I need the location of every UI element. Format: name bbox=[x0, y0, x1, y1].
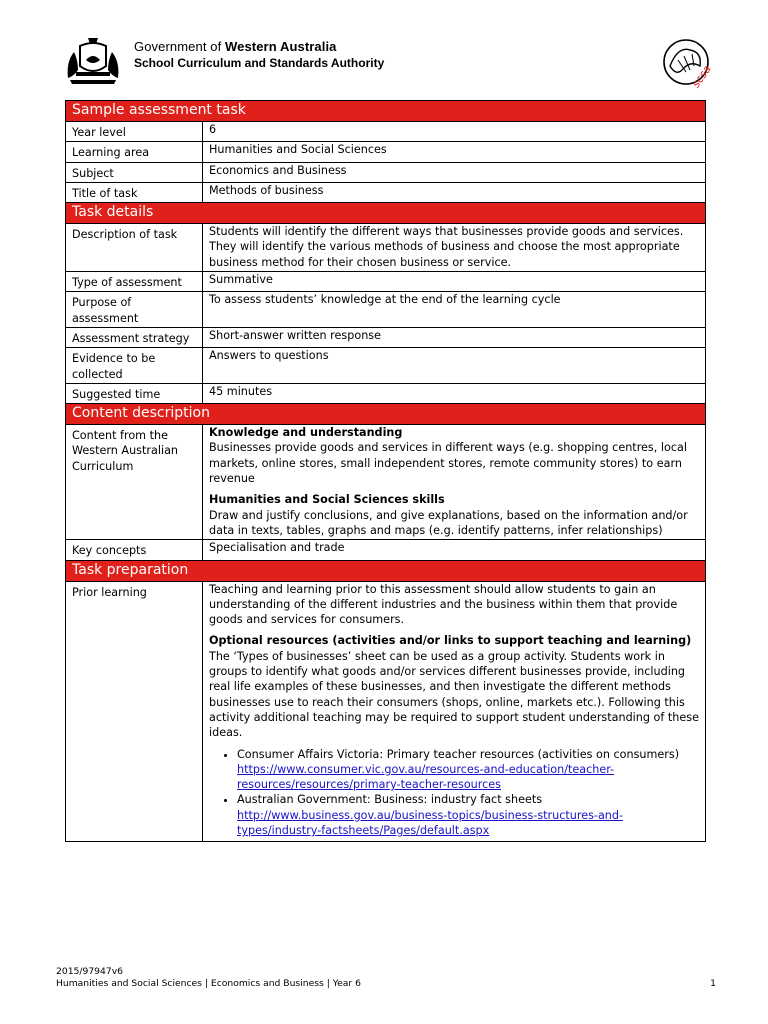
authority-name: School Curriculum and Standards Authority bbox=[134, 56, 385, 70]
row-value: Specialisation and trade bbox=[203, 540, 706, 560]
row-label: Content from the Western Australian Curriculum bbox=[66, 425, 203, 540]
resource-link[interactable]: https://www.consumer.vic.gov.au/resources-and-education/teacher-resources/resources/primary-teacher-resources bbox=[237, 762, 615, 792]
section-sample-assessment: Sample assessment task bbox=[66, 101, 706, 122]
table-row bbox=[66, 162, 706, 182]
page-number: 1 bbox=[710, 978, 716, 989]
row-label: Assessment strategy bbox=[66, 327, 203, 347]
ku-heading: Knowledge and understanding bbox=[209, 426, 403, 440]
skills-text: Draw and justify conclusions, and give explanations, based on the information and/or data in texts, tables, graphs and maps (e.g. identify patterns, infer relationships) bbox=[209, 508, 688, 537]
course-line: Humanities and Social Sciences | Economics and Business | Year 6 bbox=[56, 978, 361, 989]
row-label: Purpose of assessment bbox=[66, 292, 203, 328]
prior-intro: Teaching and learning prior to this assessment should allow students to gain an understanding of the different industries and the business within them that provide goods and services for consumers. bbox=[209, 582, 678, 627]
row-label: Prior learning bbox=[66, 581, 203, 842]
table-row bbox=[66, 122, 706, 142]
row-value: Methods of business bbox=[203, 182, 706, 202]
table-row bbox=[66, 348, 706, 384]
table-row bbox=[66, 292, 706, 328]
resource-link[interactable]: http://www.business.gov.au/business-topics/business-structures-and-types/industry-factsheets/Pages/default.aspx bbox=[237, 808, 624, 837]
table-row bbox=[66, 581, 706, 842]
row-label: Evidence to be collected bbox=[66, 348, 203, 384]
resource-list bbox=[209, 747, 699, 839]
row-value: Humanities and Social Sciences bbox=[203, 142, 706, 162]
row-value: 6 bbox=[203, 122, 706, 142]
optional-resources-heading: Optional resources (activities and/or links to support teaching and learning) bbox=[209, 634, 692, 648]
row-value: Summative bbox=[203, 272, 706, 292]
svg-text:scsa: scsa bbox=[689, 62, 714, 91]
assessment-table bbox=[65, 100, 706, 842]
list-item bbox=[237, 747, 699, 793]
section-content-description: Content description bbox=[66, 404, 706, 425]
scsa-logo bbox=[660, 36, 716, 92]
document-id: 2015/97947v6 bbox=[56, 966, 123, 977]
row-label: Suggested time bbox=[66, 383, 203, 403]
row-label: Learning area bbox=[66, 142, 203, 162]
table-row bbox=[66, 182, 706, 202]
row-value: Economics and Business bbox=[203, 162, 706, 182]
row-label: Key concepts bbox=[66, 540, 203, 560]
table-row bbox=[66, 327, 706, 347]
table-row bbox=[66, 142, 706, 162]
table-row bbox=[66, 383, 706, 403]
row-value: Students will identify the different ways that businesses provide goods and services. They will identify the various methods of business and choose the most appropriate business method for their chosen business or service. bbox=[203, 224, 706, 272]
org-name: Government of Western Australia bbox=[134, 39, 337, 54]
table-row bbox=[66, 224, 706, 272]
resource-title: • Consumer Affairs Victoria: Primary teacher resources (activities on consumers) bbox=[237, 747, 680, 761]
row-value: To assess students’ knowledge at the end of the learning cycle bbox=[203, 292, 706, 328]
row-label: Type of assessment bbox=[66, 272, 203, 292]
table-row bbox=[66, 425, 706, 540]
table-row bbox=[66, 272, 706, 292]
row-value: Answers to questions bbox=[203, 348, 706, 384]
row-label: Description of task bbox=[66, 224, 203, 272]
row-label: Year level bbox=[66, 122, 203, 142]
table-row bbox=[66, 540, 706, 560]
optional-resources-text: The ‘Types of businesses’ sheet can be used as a group activity. Students work in groups to identify what goods and/or services different businesses provide, including real life examples of these businesses, and then investigate the different methods businesses use to reach their consumers (shops, online, markets etc.). Following this activity additional teaching may be required to support student understanding of these ideas. bbox=[209, 649, 699, 740]
row-value bbox=[203, 581, 706, 842]
resource-title: • Australian Government: Business: industry fact sheets bbox=[237, 793, 543, 807]
skills-heading: Humanities and Social Sciences skills bbox=[209, 493, 445, 507]
ku-text: Businesses provide goods and services in different ways (e.g. shopping centres, local markets, online stores, small independent stores, remote community stores) to earn revenue bbox=[209, 441, 687, 486]
row-value bbox=[203, 425, 706, 540]
row-value: 45 minutes bbox=[203, 383, 706, 403]
page-footer bbox=[56, 966, 716, 990]
section-task-preparation: Task preparation bbox=[66, 560, 706, 581]
row-label: Title of task bbox=[66, 182, 203, 202]
document-header bbox=[62, 30, 712, 90]
list-item bbox=[237, 792, 699, 838]
row-value: Short-answer written response bbox=[203, 327, 706, 347]
section-task-details: Task details bbox=[66, 203, 706, 224]
row-label: Subject bbox=[66, 162, 203, 182]
wa-crest-logo bbox=[62, 32, 124, 86]
